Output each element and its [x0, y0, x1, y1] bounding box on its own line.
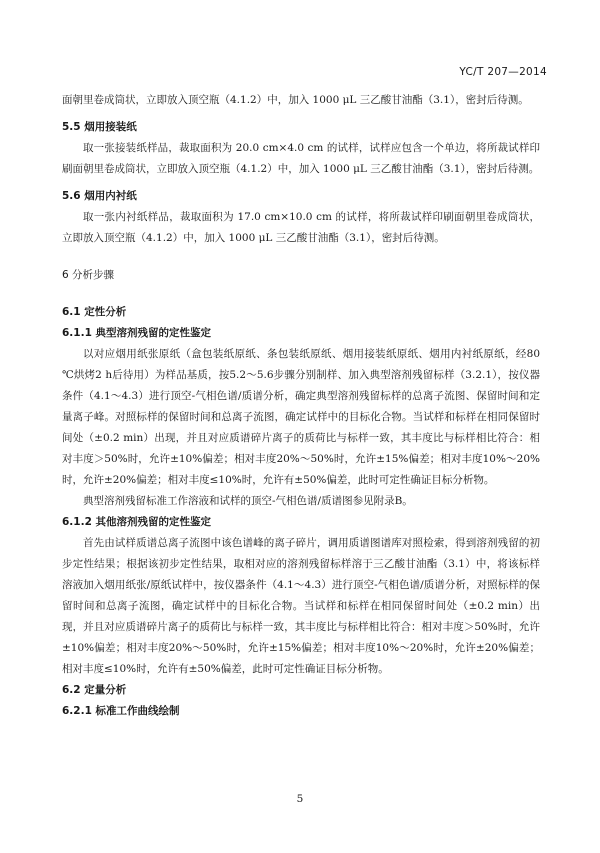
page-number: 5	[296, 793, 304, 805]
section-5-5-body: 取一张接装纸样品，裁取面积为 20.0 cm×4.0 cm 的试样，试样应包含一个单边，将所裁试样印刷面朝里卷成筒状，立即放入顶空瓶（4.1.2）中，加入 1000 μL 三乙酸甘油酯（3.1），密封后待测。	[62, 142, 540, 175]
continuation-paragraph: 面朝里卷成筒状，立即放入顶空瓶（4.1.2）中，加入 1000 μL 三乙酸甘油酯（3.1），密封后待测。	[62, 94, 529, 106]
section-6-1-1-appendix-note: 典型溶剂残留标准工作溶液和试样的顶空-气相色谱/质谱图参见附录B。	[83, 495, 413, 507]
section-6-1-2-heading: 6.1.2 其他溶剂残留的定性鉴定	[62, 516, 212, 528]
section-5-6-heading: 5.6 烟用内衬纸	[62, 190, 137, 202]
section-5-6-body: 取一张内衬纸样品，裁取面积为 17.0 cm×10.0 cm 的试样，将所裁试样印刷面朝里卷成筒状，立即放入顶空瓶（4.1.2）中，加入 1000 μL 三乙酸甘油酯（3.1），密封后待测。	[62, 211, 540, 244]
section-6-1-1-heading: 6.1.1 典型溶剂残留的定性鉴定	[62, 327, 212, 339]
section-6-heading: 6 分析步骤	[62, 269, 115, 281]
standard-code: YC/T 207—2014	[459, 66, 547, 78]
section-6-2-1-heading: 6.2.1 标准工作曲线绘制	[62, 705, 180, 717]
page-content	[62, 90, 540, 722]
section-6-2-heading: 6.2 定量分析	[62, 684, 127, 696]
section-6-1-2-body: 首先由试样质谱总离子流图中该色谱峰的离子碎片，调用质谱图谱库对照检索，得到溶剂残留的初步定性结果；根据该初步定性结果，取相对应的溶剂残留标样溶于三乙酸甘油酯（3.1）中，将该标样溶液加入烟用纸张/原纸试样中，按仪器条件（4.1～4.3）进行顶空-气相色谱/质谱分析，对照标样的保留时间和总离子流图，确定试样中的目标化合物。当试样和标样在相同保留时间处（±0.2 min）出现，并且对应质谱碎片离子的质荷比与标样一致，其丰度比与标样相比符合：相对丰度＞50%时，允许±10%偏差；相对丰度20%～50%时，允许±15%偏差；相对丰度10%～20%时，允许±20%偏差；相对丰度≤10%时，允许有±50%偏差，此时可定性确证目标分析物。	[62, 537, 540, 675]
section-5-5-heading: 5.5 烟用接装纸	[62, 121, 137, 133]
section-6-1-heading: 6.1 定性分析	[62, 306, 127, 318]
section-6-1-1-body: 以对应烟用纸张原纸（盒包装纸原纸、条包装纸原纸、烟用接装纸原纸、烟用内衬纸原纸，经80 ℃烘烤2 h后待用）为样品基质，按5.2～5.6步骤分别制样、加入典型溶剂残留标样（3.2.1），按仪器条件（4.1～4.3）进行顶空-气相色谱/质谱分析，确定典型溶剂残留标样的总离子流图、保留时间和定量离子峰。对照标样的保留时间和总离子流图，确定试样中的目标化合物。当试样和标样在相同保留时间处（±0.2 min）出现，并且对应质谱碎片离子的质荷比与标样一致，其丰度比与标样相比符合：相对丰度＞50%时，允许±10%偏差；相对丰度20%～50%时，允许±15%偏差；相对丰度10%～20%时，允许±20%偏差；相对丰度≤10%时，允许有±50%偏差，此时可定性确证目标分析物。	[62, 348, 540, 486]
